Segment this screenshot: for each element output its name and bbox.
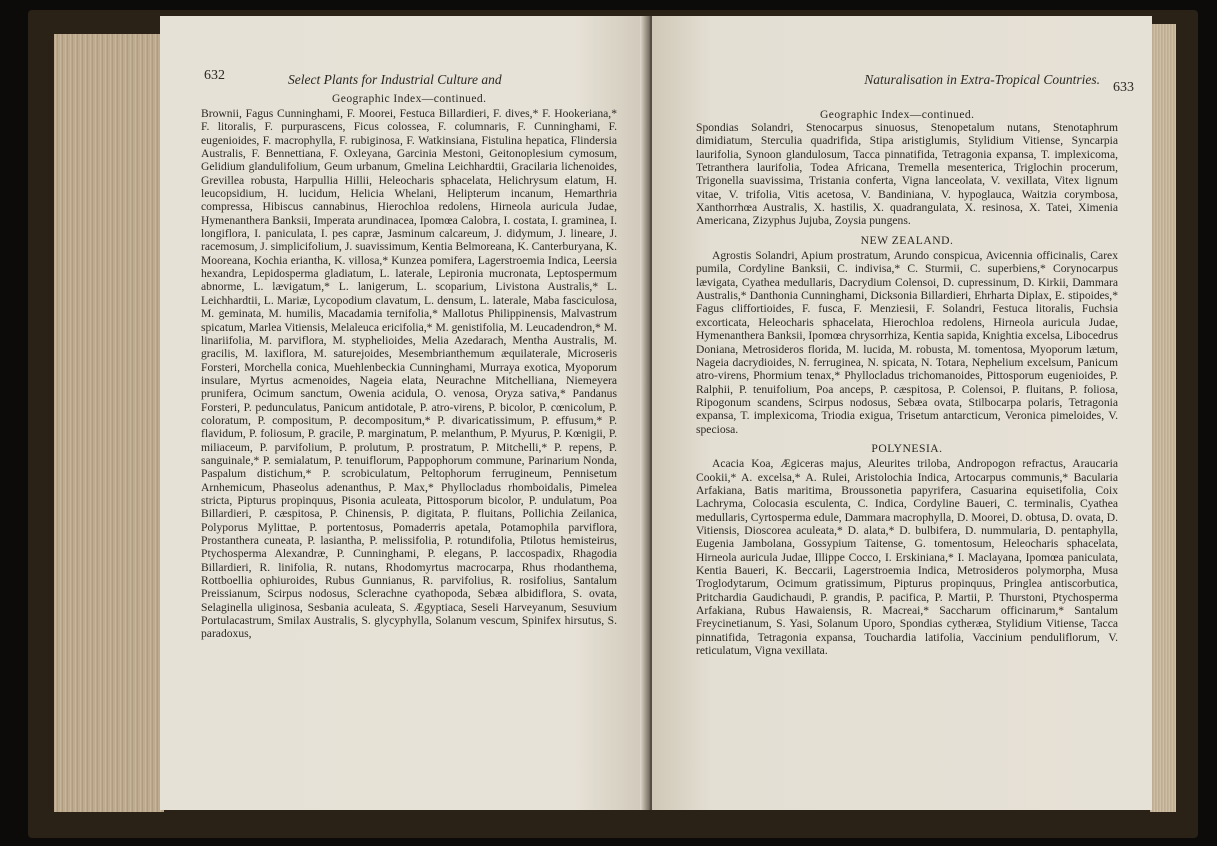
right-page <box>652 16 1152 810</box>
paragraph: Spondias Solandri, Stenocarpus sinuosus, Stenopetalum nutans, Stenotaphrum dimidiatum, Sterculia quadrifida, Stipa aristiglumis, Stylidium Vitiense, Syncarpia laurifolia, Synoon glandulosum, Tacca pinnatifida, Tetragonia expansa, T. implexicoma, Tetranthera laurifolia, Todea Africana, Tremella mesenterica, Triglochin procerum, Trigonella suavissima, Tristania conferta, Vigna lanceolata, V. vexillata, Vitex lignum vitae, V. trifolia, Vitis acetosa, V. Bandiniana, V. hypoglauca, Waitzia corymbosa, Xanthorrhœa Australis, X. hastilis, X. quadrangulata, X. resinosa, X. Tatei, Ximenia Americana, Zizyphus Jujuba, Zoysia pungens. <box>696 121 1118 228</box>
page-edges-left <box>54 34 164 812</box>
section-subhead: Geographic Index—continued. <box>820 108 975 121</box>
page-edges-right <box>1150 24 1176 812</box>
left-page <box>160 16 647 810</box>
section-heading: NEW ZEALAND. <box>860 233 954 247</box>
body-text <box>696 121 1118 657</box>
page-number: 632 <box>204 68 225 83</box>
section-subhead: Geographic Index—continued. <box>332 92 487 105</box>
page-number: 633 <box>1113 80 1134 95</box>
section-heading: POLYNESIA. <box>871 441 943 455</box>
paragraph: Brownii, Fagus Cunninghami, F. Moorei, Festuca Billardieri, F. dives,* F. Hookeriana,* F. litoralis, F. purpurascens, Ficus colossea, F. columnaris, F. Cunninghami, F. eugenioides, F. macrophylla, F. rubiginosa, F. Watkinsiana, Fistulina hepatica, Flindersia Australis, F. Bennettiana, F. Oxleyana, Garcinia Mestoni, Geitonoplesium cymosum, Gelidium glandulifolium, Geum urbanum, Gmelina Leichhardtii, Gracilaria lichenoides, Grevillea robusta, Harpullia Hillii, Heleocharis sphacelata, Helichrysum elatum, H. leucopsidium, H. lucidum, Helicia Whelani, Helipterum incanum, Hemarthria compressa, Hibiscus cannabinus, Hierochloa redolens, Hirneola auricula Judae, Hymenanthera Banksii, Imperata arundinacea, Ipomœa Calobra, I. costata, I. graminea, I. longiflora, I. paniculata, I. pes capræ, Jasminum calcareum, J. didymum, J. lineare, J. racemosum, J. simplicifolium, J. suavissimum, Kentia Belmoreana, K. Canterburyana, K. Mooreana, Kochia eriantha, K. villosa,* Kunzea pomifera, Lagerstroemia Indica, Leersia hexandra, Lepidosperma gladiatum, L. laterale, Lepironia mucronata, Leptospermum abnorme, L. lævigatum,* L. lanigerum, L. scoparium, Livistona Australis,* L. Leichhardtii, L. Mariæ, Lycopodium clavatum, L. densum, L. laterale, Maba fasciculosa, M. geminata, M. humilis, Macadamia ternifolia,* Mallotus Philippinensis, Malvastrum spicatum, Marlea Vitiensis, Melaleuca ericifolia,* M. genistifolia, M. Leucadendron,* M. linariifolia, M. parviflora, M. styphelioides, Melia Azedarach, Mentha Australis, M. gracilis, M. laxiflora, M. saturejoides, Mesembrianthemum æquilaterale, Microseris Forsteri, Morchella conica, Muehlenbeckia Cunninghami, Murraya exotica, Myoporum insulare, Myrtus acmenoides, Nageia elata, Neurachne Mitchelliana, Niemeyera prunifera, Ocimum sanctum, Owenia acidula, O. venosa, Oryza sativa,* Pandanus Forsteri, P. pedunculatus, Panicum antidotale, P. atro-virens, P. bicolor, P. cœnicolum, P. coloratum, P. compositum, P. decompositum,* P. divaricatissimum, P. effusum,* P. flavidum, P. foliosum, P. gracile, P. marginatum, P. melanthum, P. Myurus, P. Kœnigii, P. miliaceum, P. parvifolium, P. prolutum, P. prostratum, P. Mitchelli,* P. repens, P. sanguinale,* P. semialatum, P. tenuiflorum, Pappophorum commune, Parinarium Nonda, Paspalum distichum,* P. scrobiculatum, Peltophorum ferrugineum, Pennisetum Arnhemicum, Phaseolus adenanthus, P. Max,* Phyllocladus rhomboidalis, Pimelea stricta, Pipturus propinquus, Pisonia aculeata, Pittosporum bicolor, P. undulatum, Poa Billardieri, P. cæspitosa, P. Chinensis, P. digitata, P. fluitans, Pollichia Zeilanica, Polyporus Mylittae, P. portentosus, Pomaderris apetala, Potamophila parviflora, Prostanthera cuneata, P. lasiantha, P. melissifolia, P. rotundifolia, Ptilotus hemisteirus, Ptychosperma Alexandræ, P. Cunninghami, P. elegans, P. laccospadix, Rhagodia Billardieri, R. linifolia, R. nutans, Rhodomyrtus macrocarpa, Rhus rhodanthema, Rottboellia ophiuroides, Rubus Gunnianus, R. parvifolius, R. rosifolius, Santalum Preissianum, Scirpus nodosus, Sclerachne cyathopoda, Sebæa albidiflora, S. ovata, Selaginella uliginosa, Sesbania aculeata, S. Ægyptiaca, Seseli Harveyanum, Sesuvium Portulacastrum, Smilax Australis, S. glycyphylla, Solanum vescum, Spinifex hirsutus, S. paradoxus, <box>201 107 617 641</box>
running-head: Naturalisation in Extra-Tropical Countries. <box>864 72 1100 87</box>
paragraph: Agrostis Solandri, Apium prostratum, Arundo conspicua, Avicennia officinalis, Carex pumila, Cordyline Banksii, C. indivisa,* C. Sturmii, C. superbiens,* Corynocarpus lævigata, Cyathea medullaris, Dacrydium Colensoi, D. cupressinum, D. Kirkii, Dammara Australis,* Danthonia Cunninghami, Dicksonia Billardieri, Ehrharta Diplax, E. stipoides,* Fagus cliffortioides, F. fusca, F. Menziesii, F. Solandri, Festuca litoralis, Fuchsia excorticata, Heleocharis sphacelata, Hierochloa redolens, Hirneola auricula Judae, Hymenanthera Banksii, Ipomœa chrysorrhiza, Kentia sapida, Knightia excelsa, Libocedrus Doniana, Metrosideros florida, M. lucida, M. robusta, M. tomentosa, Myoporum lætum, Nageia dacrydioides, N. ferruginea, N. spicata, N. Totara, Nephelium excelsum, Panicum atro-virens, Phormium tenax,* Phyllocladus trichomanoides, Pittosporum eugenioides, P. Ralphii, P. tenuifolium, Poa anceps, P. cæspitosa, P. Colensoi, P. fluitans, P. foliosa, Ripogonum scandens, Scirpus nodosus, Sebæa ovata, Stilbocarpa polaris, Tetragonia expansa, T. implexicoma, Triodia exigua, Trisetum antarcticum, Veronica pimeloides, V. speciosa. <box>696 249 1118 436</box>
body-text <box>201 107 617 641</box>
running-head: Select Plants for Industrial Culture and <box>288 72 502 87</box>
paragraph: Acacia Koa, Ægiceras majus, Aleurites triloba, Andropogon refractus, Araucaria Cookii,* A. excelsa,* A. Rulei, Aristolochia Indica, Artocarpus communis,* Bacularia Arfakiana, Batis maritima, Broussonetia papyrifera, Casuarina equisetifolia, Coix Lachryma, Colocasia esculenta, C. Indica, Cordyline Baueri, C. terminalis, Cyathea medullaris, Cyrtosperma edule, Dammara macrophylla, D. Moorei, D. obtusa, D. ovata, D. Vitiensis, Dioscorea aculeata,* D. alata,* D. bulbifera, D. nummularia, D. pentaphylla, Eugenia Jambolana, Gossypium Taitense, G. tomentosum, Heleocharis sphacelata, Hirneola auricula Judae, Illippe Cocco, I. Erskiniana,* I. Maclayana, Ipomœa paniculata, Kentia Baueri, K. Beccarii, Lagerstroemia Indica, Metrosideros polymorpha, Musa Troglodytarum, Ocimum gratissimum, Pipturus propinquus, Pringlea antiscorbutica, Pritchardia Gaudichaudi, P. grandis, P. pacifica, P. Martii, P. Thurstoni, Ptychosperma Arfakiana, Rubus Hawaiensis, R. Macreai,* Saccharum officinarum,* Santalum Freycinetianum, S. Yasi, Solanum Uporo, Spondias cytheræa, Stylidium Vitiense, Tacca pinnatifida, Tetragonia expansa, Touchardia latifolia, Vaccinium penduliflorum, V. reticulatum, Vigna vexillata. <box>696 457 1118 658</box>
